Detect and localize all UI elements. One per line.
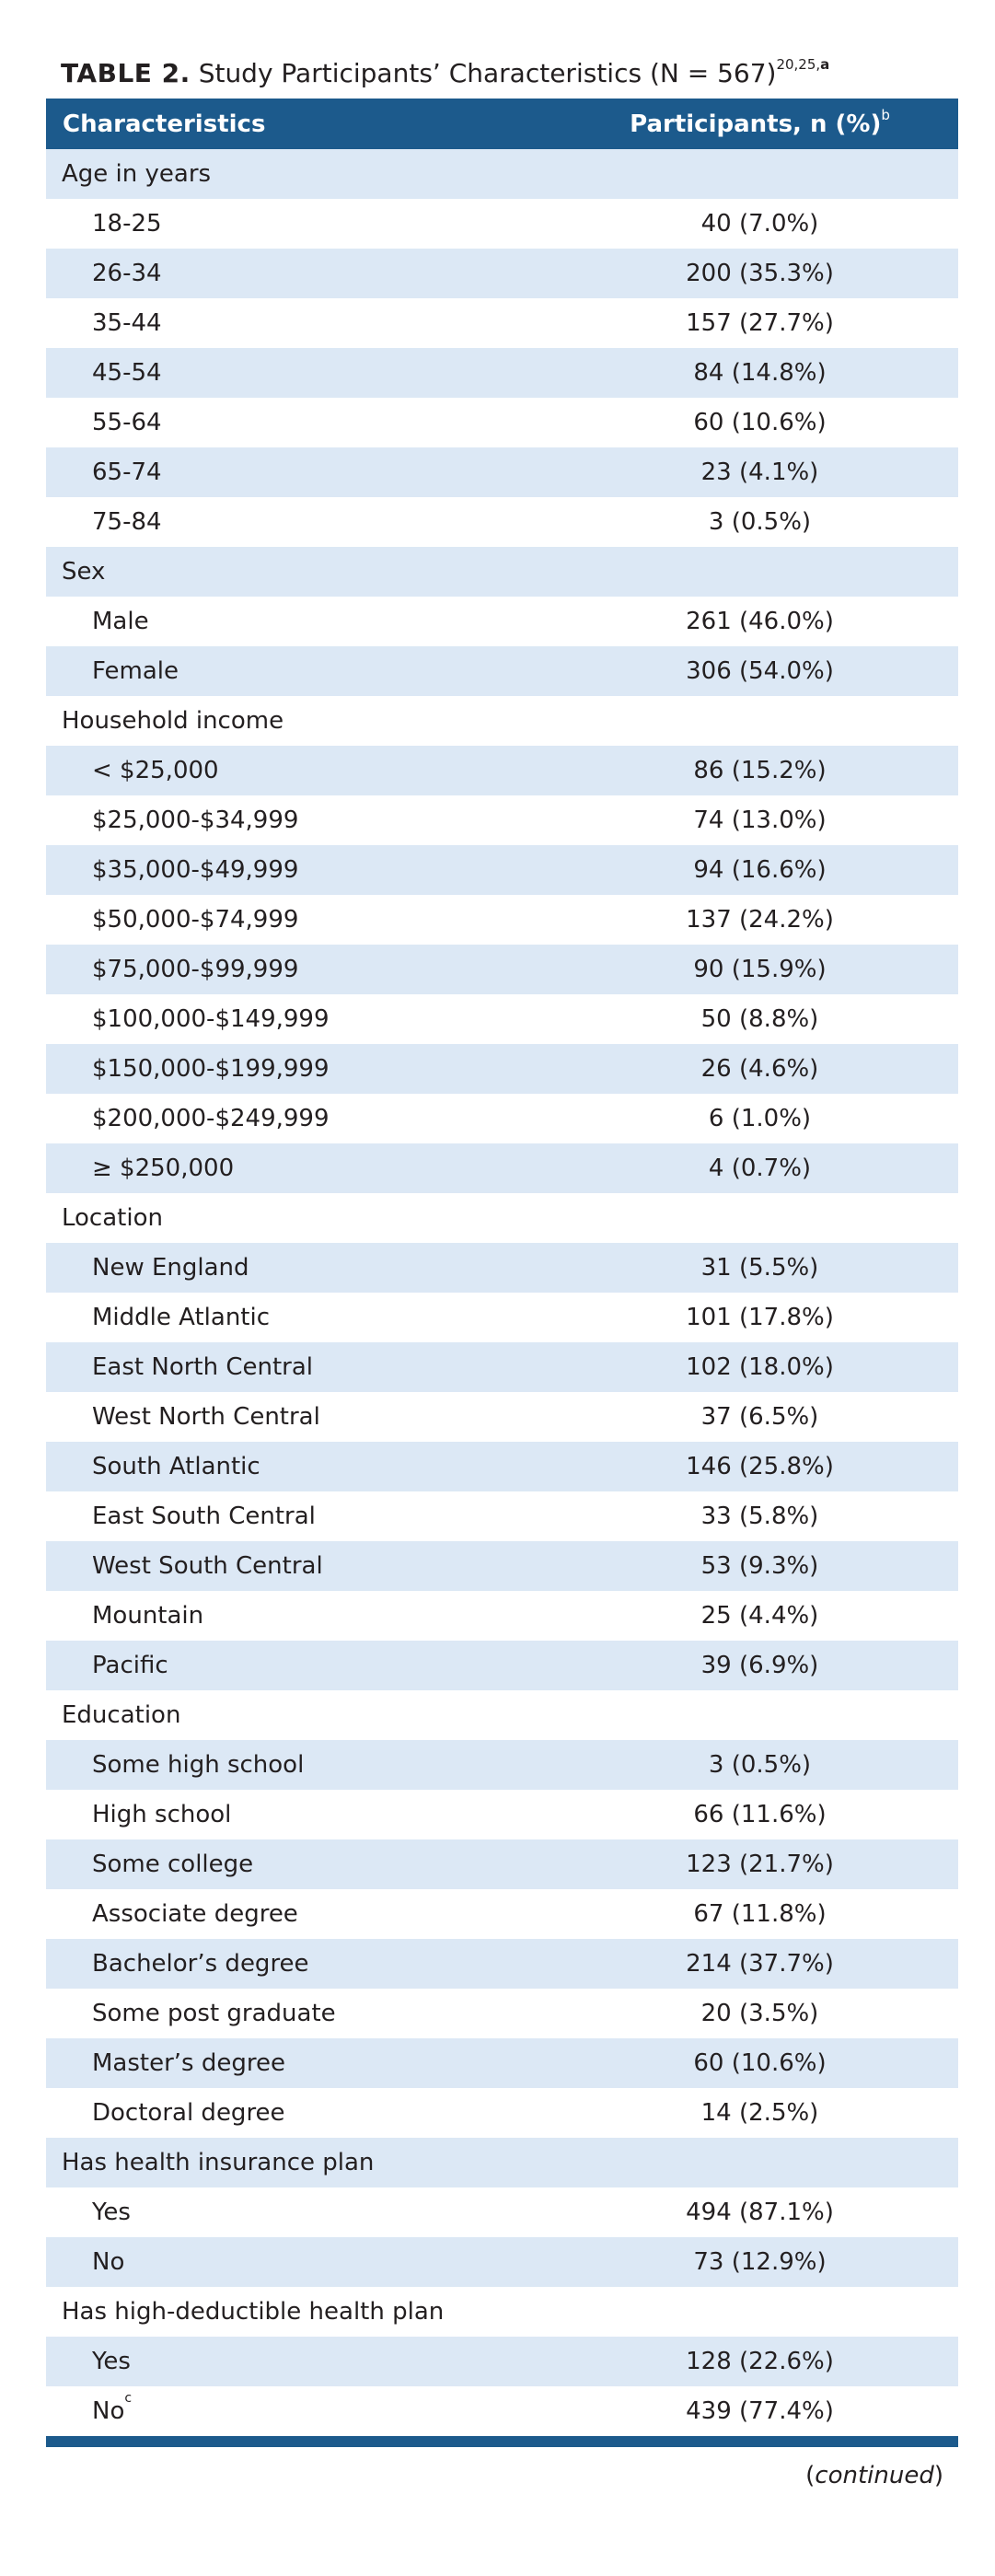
table-row [46,1740,958,1790]
table-row [46,199,958,249]
category-label: Education [62,1701,181,1729]
row-label: Associate degree [92,1900,298,1928]
table-row [46,795,958,845]
row-footnote-mark: c [124,2391,133,2407]
row-label: East South Central [92,1503,316,1530]
reference-superscript: 20,25,a [776,55,830,73]
row-value: 137 (24.2%) [686,906,834,934]
row-value: 50 (8.8%) [700,1005,819,1033]
row-value: 439 (77.4%) [686,2397,834,2425]
row-value: 39 (6.9%) [700,1652,819,1679]
row-label: No$^c$ [92,2391,133,2425]
category-row [46,547,958,597]
row-value: 157 (27.7%) [686,309,834,337]
row-value: 101 (17.8%) [686,1304,834,1331]
row-label: Some high school [92,1751,305,1779]
row-value: 67 (11.8%) [693,1900,827,1928]
table-row [46,1094,958,1143]
row-label: Master’s degree [92,2049,285,2077]
table-row [46,1243,958,1293]
row-value: 214 (37.7%) [686,1950,834,1978]
table-row [46,1442,958,1491]
row-label: $50,000-$74,999 [92,906,299,934]
row-label: 65-74 [92,458,162,486]
category-label: Has high-deductible health plan [62,2298,445,2326]
table-caption [61,55,829,92]
category-row [46,2138,958,2187]
row-label: Mountain [92,1602,204,1630]
characteristics-table [46,99,958,2447]
category-row [46,1193,958,1243]
table-row [46,398,958,447]
row-label: 55-64 [92,409,162,436]
row-label: 45-54 [92,359,162,387]
row-value: 14 (2.5%) [700,2099,819,2127]
table-row [46,1889,958,1939]
table-row [46,1491,958,1541]
row-label: $25,000-$34,999 [92,806,299,834]
row-label: 75-84 [92,508,162,536]
category-label: Sex [62,558,106,586]
category-label: Household income [62,707,284,735]
row-label: Yes [92,2348,131,2375]
row-label: West South Central [92,1552,323,1580]
row-label: Male [92,608,149,635]
table-row [46,1839,958,1889]
row-label: 18-25 [92,210,162,238]
row-value: 261 (46.0%) [686,608,834,635]
row-value: 494 (87.1%) [686,2199,834,2226]
row-value: 23 (4.1%) [700,458,819,486]
row-label: < $25,000 [92,757,219,784]
footnote-mark: a [820,55,830,73]
table-row [46,249,958,298]
row-value: 66 (11.6%) [693,1801,827,1828]
row-value: 26 (4.6%) [700,1055,819,1083]
row-label: Some college [92,1851,254,1878]
table-title: Study Participants’ Characteristics (N = 567) [198,58,777,88]
row-label: 26-34 [92,260,162,287]
row-label: Bachelor’s degree [92,1950,309,1978]
row-value: 123 (21.7%) [686,1851,834,1878]
row-value: 60 (10.6%) [693,2049,827,2077]
row-value: 3 (0.5%) [708,1751,812,1779]
table-label: TABLE 2. [61,58,191,88]
header-footnote-mark: b [881,106,890,123]
table-row [46,845,958,895]
table-row [46,298,958,348]
row-label: $200,000-$249,999 [92,1105,330,1132]
row-value: 84 (14.8%) [693,359,827,387]
row-label: $100,000-$149,999 [92,1005,330,1033]
category-label: Location [62,1204,163,1232]
table-row [46,2187,958,2237]
table-row [46,1989,958,2038]
category-label: Has health insurance plan [62,2149,375,2176]
row-value: 4 (0.7%) [708,1155,812,1182]
category-label: Age in years [62,160,212,188]
table-row [46,1591,958,1641]
row-value: 306 (54.0%) [686,657,834,685]
table-row [46,348,958,398]
category-row [46,696,958,746]
table-row [46,1342,958,1392]
row-label: Yes [92,2199,131,2226]
table-row [46,1293,958,1342]
row-label: $150,000-$199,999 [92,1055,330,1083]
table-row [46,746,958,795]
row-value: 3 (0.5%) [708,508,812,536]
row-value: 20 (3.5%) [700,2000,819,2027]
row-label: South Atlantic [92,1453,260,1480]
header-characteristics: Characteristics [63,110,266,138]
table-row [46,497,958,547]
table-row [46,1790,958,1839]
table-row [46,2088,958,2138]
row-label: Middle Atlantic [92,1304,271,1331]
row-value: 86 (15.2%) [693,757,827,784]
row-value: 90 (15.9%) [693,956,827,983]
header-participants: Participants, n (%)$^b$ [630,106,890,138]
continued-note: (continued) [805,2462,943,2489]
table-row [46,1641,958,1690]
table-body [46,149,958,2436]
row-label: East North Central [92,1353,314,1381]
table-bottom-rule [46,2436,958,2447]
table-row [46,2386,958,2436]
row-value: 102 (18.0%) [686,1353,834,1381]
row-value: 146 (25.8%) [686,1453,834,1480]
row-value: 60 (10.6%) [693,409,827,436]
table-row [46,597,958,646]
table-row [46,2337,958,2386]
table-row [46,1939,958,1989]
row-value: 31 (5.5%) [700,1254,819,1282]
table-row [46,646,958,696]
row-value: 200 (35.3%) [686,260,834,287]
row-label: $35,000-$49,999 [92,856,299,884]
row-label: No [92,2248,125,2276]
row-value: 6 (1.0%) [708,1105,812,1132]
table-header [46,99,958,149]
row-value: 33 (5.8%) [700,1503,819,1530]
category-row [46,149,958,199]
row-label: $75,000-$99,999 [92,956,299,983]
row-label: ≥ $250,000 [92,1155,235,1182]
table-row [46,1541,958,1591]
row-label: Female [92,657,179,685]
row-value: 25 (4.4%) [700,1602,819,1630]
table-row [46,994,958,1044]
table-row [46,2237,958,2287]
row-value: 94 (16.6%) [693,856,827,884]
row-value: 40 (7.0%) [700,210,819,238]
row-label: Pacific [92,1652,168,1679]
row-value: 74 (13.0%) [693,806,827,834]
row-value: 37 (6.5%) [700,1403,819,1431]
row-value: 73 (12.9%) [693,2248,827,2276]
row-label: High school [92,1801,232,1828]
category-row [46,2287,958,2337]
table-row [46,1044,958,1094]
table-row [46,447,958,497]
row-label: New England [92,1254,249,1282]
table-row [46,895,958,945]
row-value: 128 (22.6%) [686,2348,834,2375]
table-row [46,1143,958,1193]
table-row [46,945,958,994]
row-value: 53 (9.3%) [700,1552,819,1580]
row-label: Some post graduate [92,2000,336,2027]
category-row [46,1690,958,1740]
row-label: West North Central [92,1403,320,1431]
table-row [46,1392,958,1442]
table-row [46,2038,958,2088]
row-label: Doctoral degree [92,2099,285,2127]
row-label: 35-44 [92,309,162,337]
